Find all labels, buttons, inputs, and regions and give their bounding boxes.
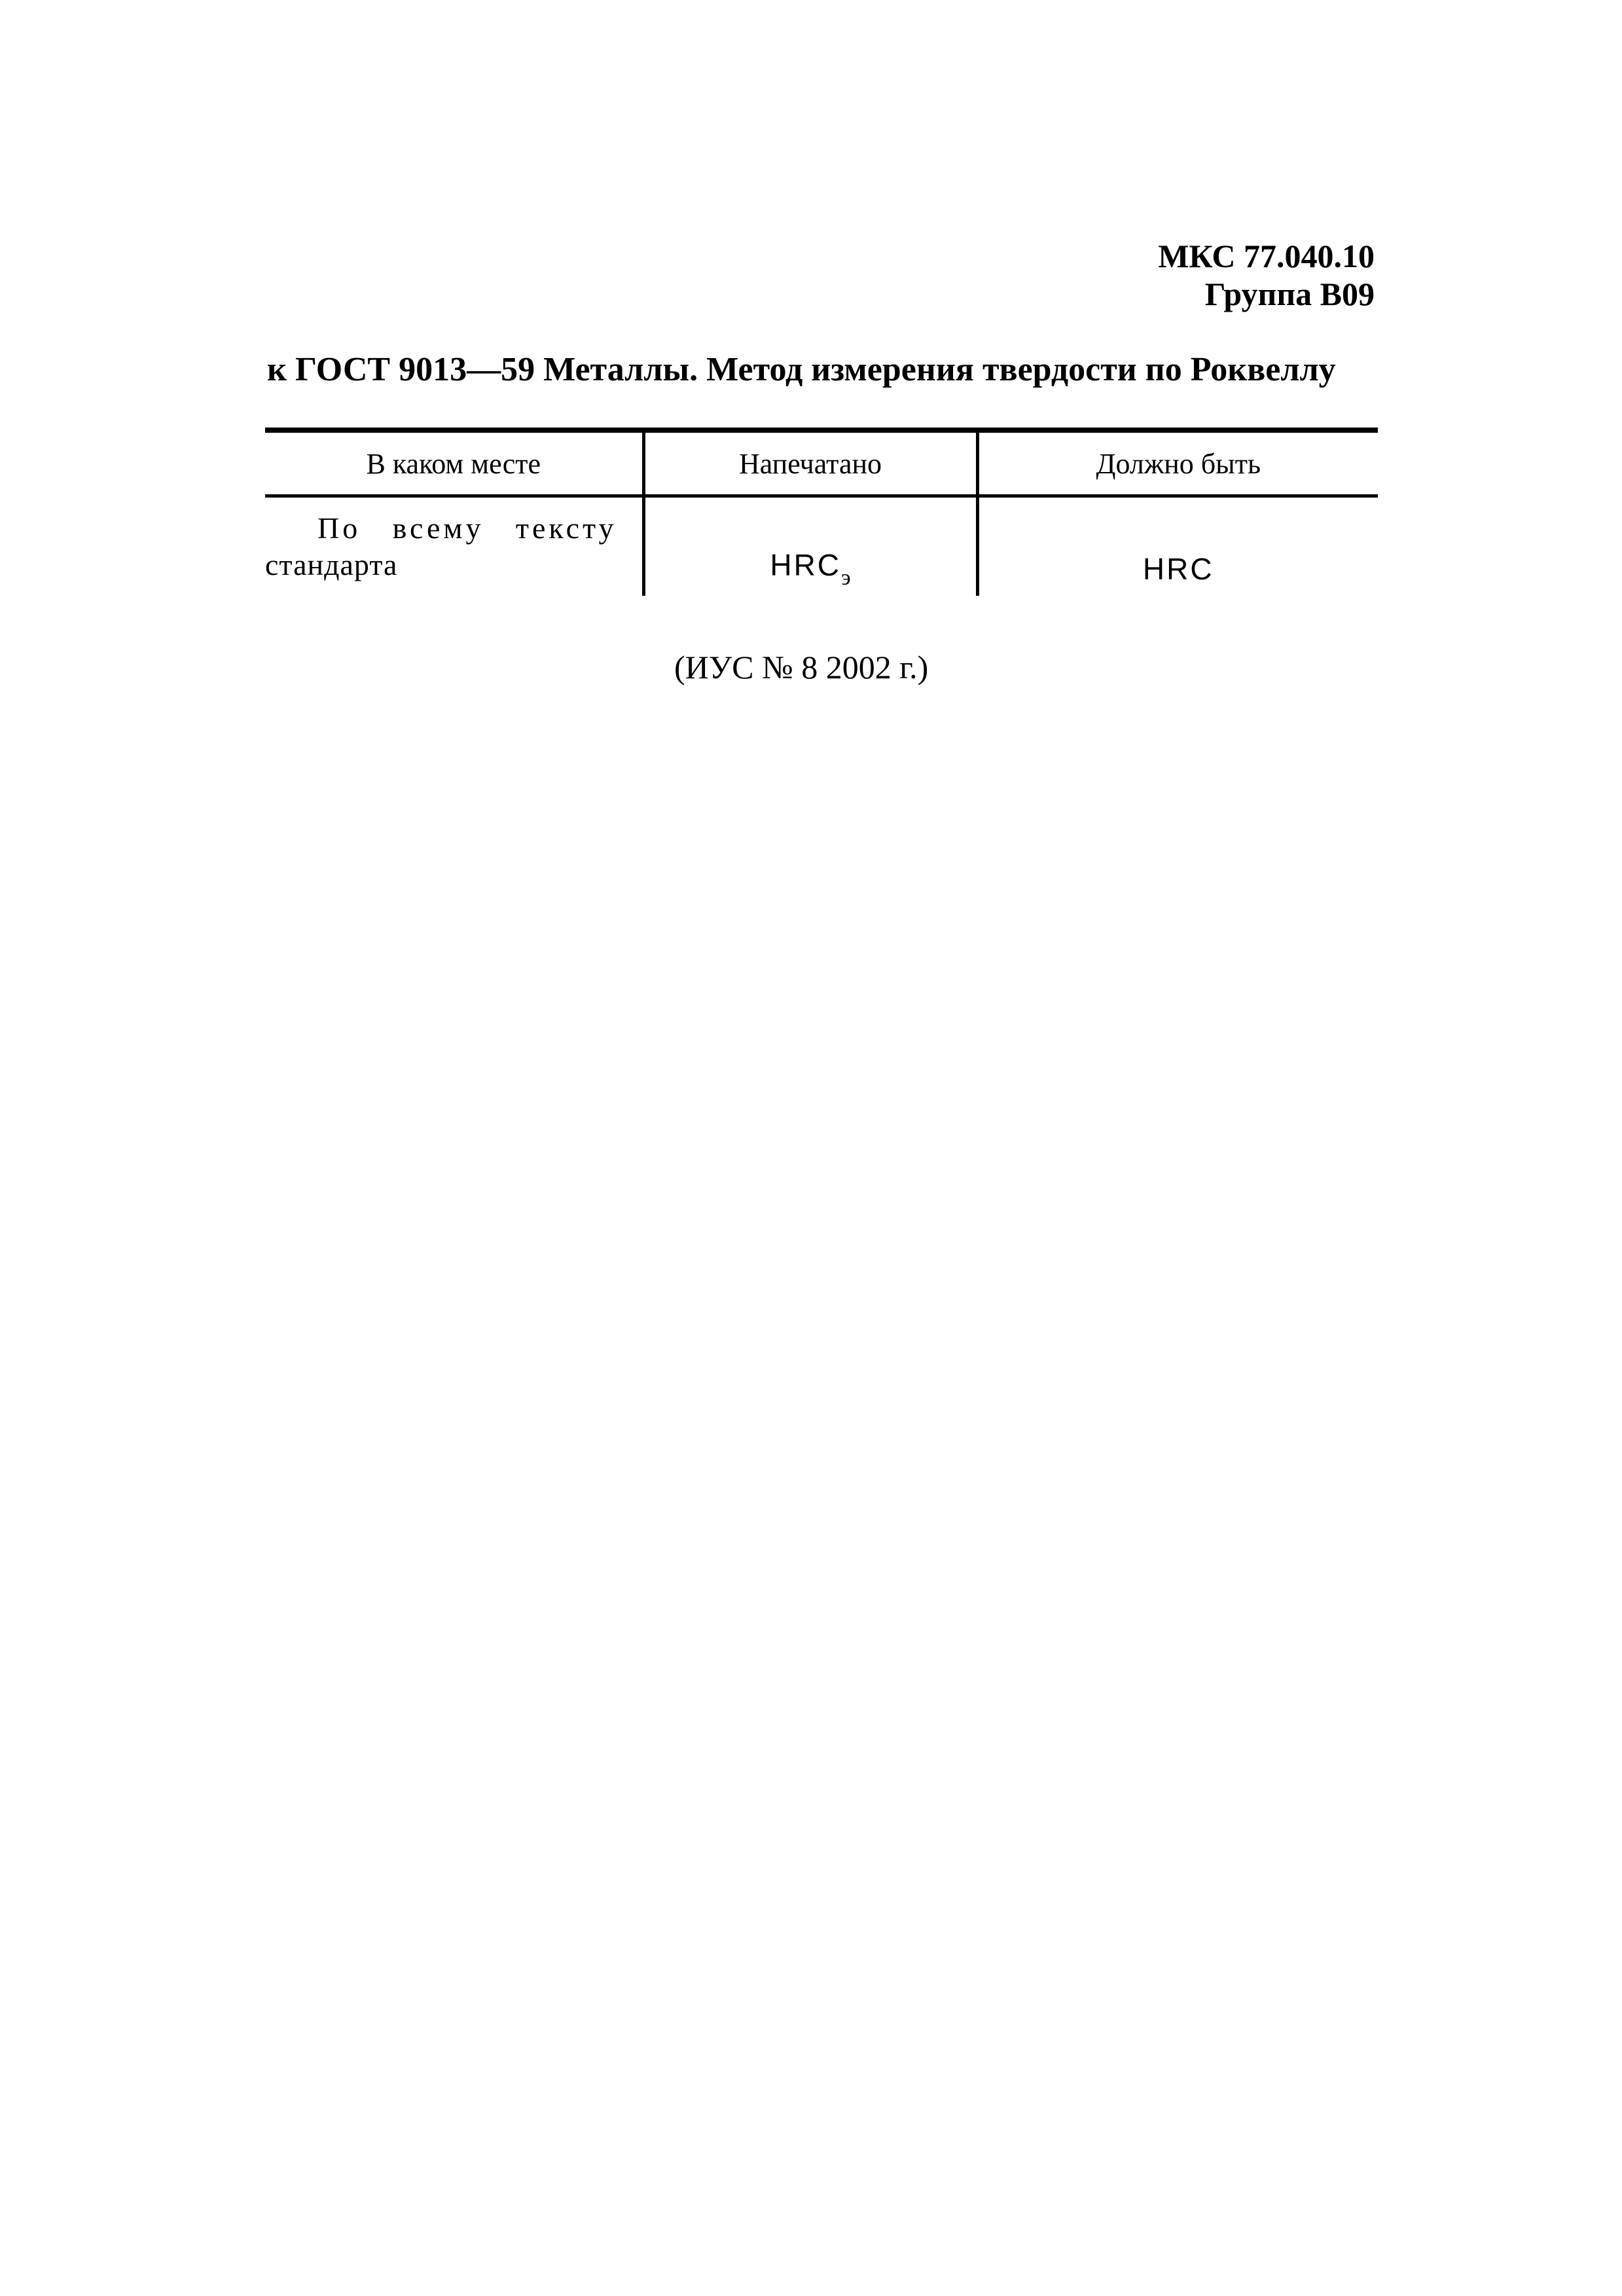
- place-text-line2: стандарта: [265, 548, 398, 581]
- cell-place: [265, 496, 643, 596]
- column-header-should-be: Должно быть: [977, 430, 1378, 496]
- column-header-printed: Напечатано: [643, 430, 977, 496]
- printed-value: [770, 548, 851, 590]
- printed-subscript: э: [841, 566, 851, 590]
- printed-main: HRC: [770, 548, 842, 582]
- mks-code: МКС 77.040.10: [1158, 238, 1375, 274]
- cell-printed: [643, 496, 977, 596]
- group-code: Группа В09: [1204, 276, 1375, 312]
- document-title: к ГОСТ 9013—59 Металлы. Метод измерения твердости по Роквеллу: [267, 351, 1336, 388]
- should-be-value: HRC: [1142, 552, 1214, 586]
- cell-should-be: [977, 496, 1378, 596]
- column-header-place: В каком месте: [265, 430, 643, 496]
- footnote-ius: (ИУС № 8 2002 г.): [674, 649, 929, 685]
- header-codes: [1158, 237, 1375, 313]
- table-header-row: [265, 430, 1378, 496]
- corrections-table: [265, 428, 1378, 596]
- place-text-line1: По всему тексту: [317, 511, 617, 545]
- table-row: [265, 496, 1378, 596]
